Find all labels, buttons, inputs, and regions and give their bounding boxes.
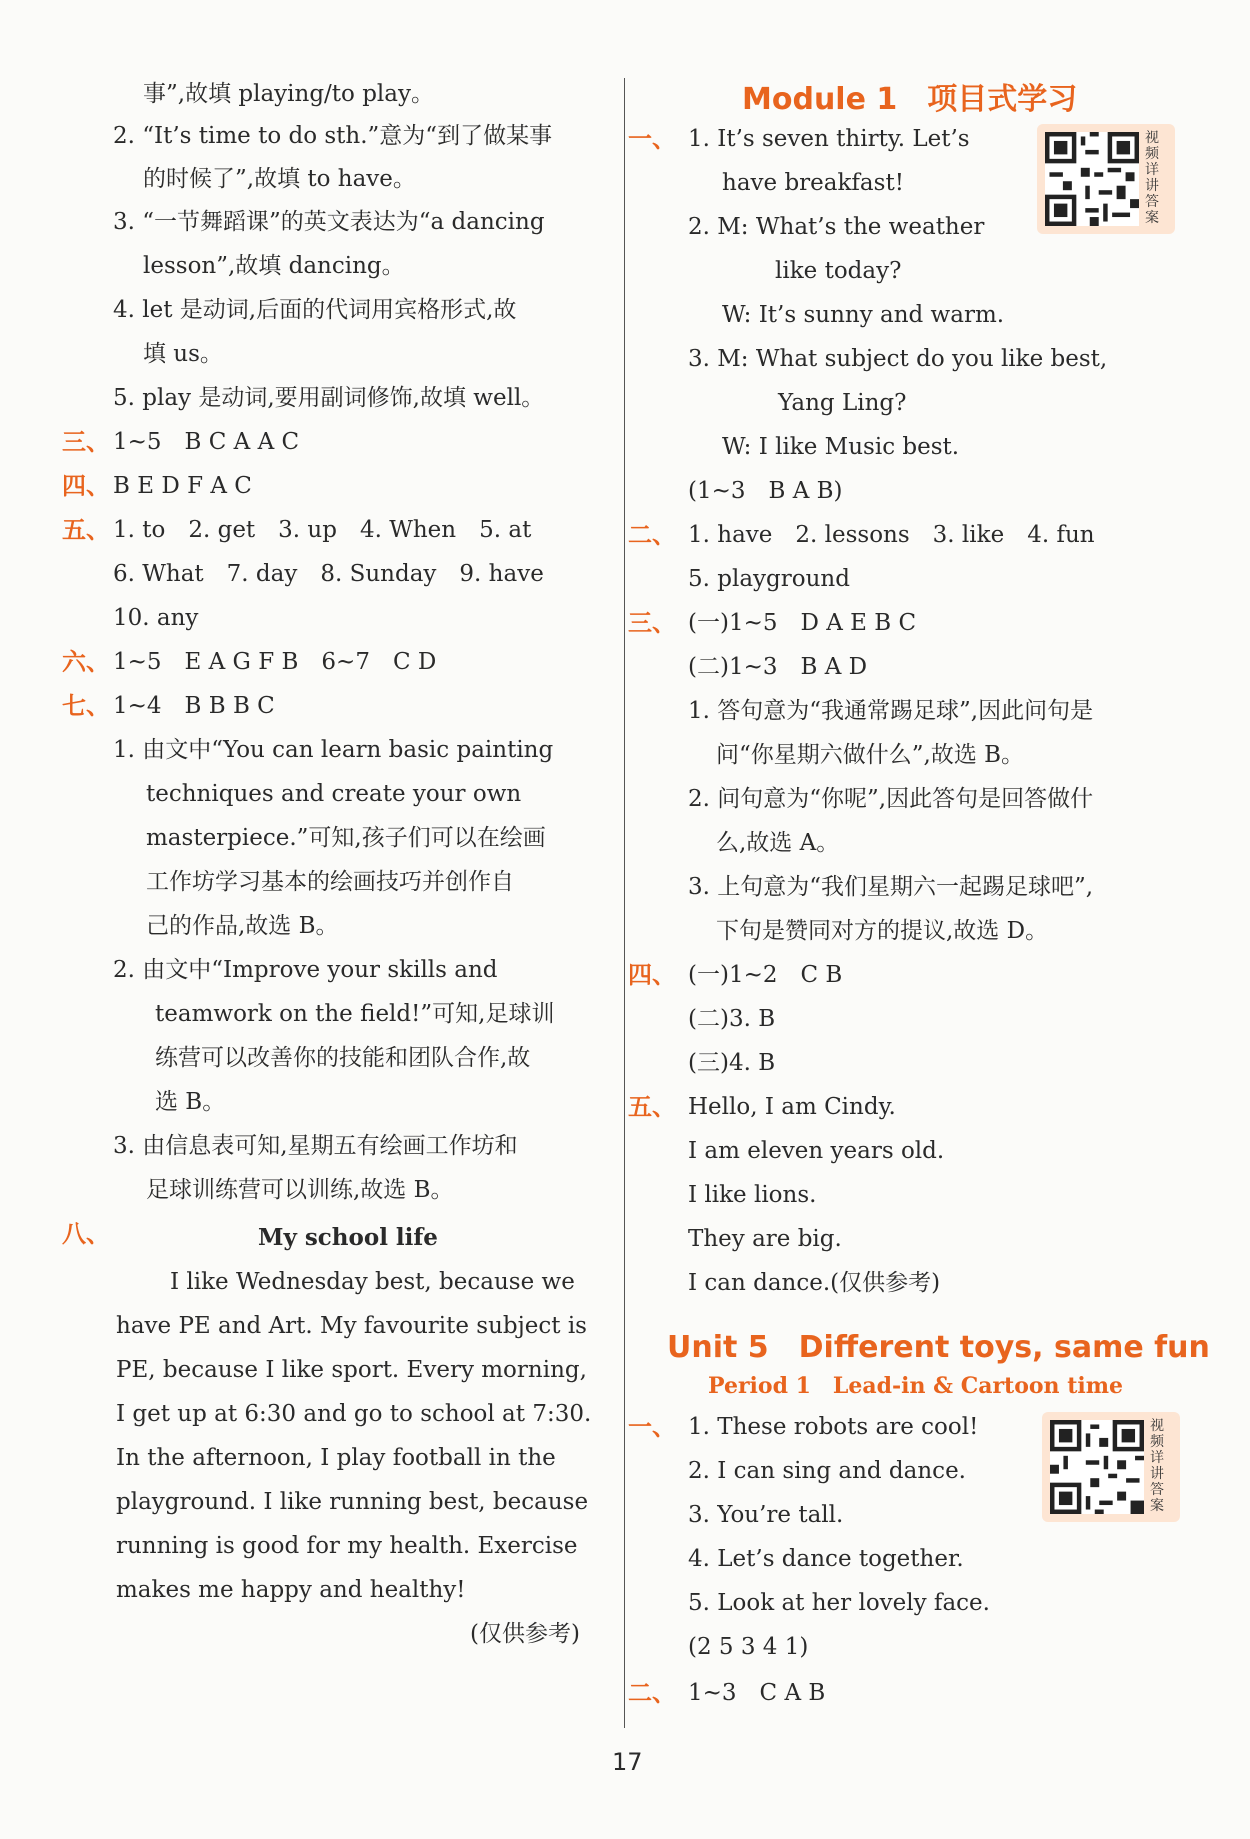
section-number: 五、 xyxy=(628,1093,676,1121)
answer-line: 1~5 B C A A C xyxy=(113,429,300,455)
essay-line: makes me happy and healthy! xyxy=(116,1577,466,1603)
module-title: Module 1 项目式学习 xyxy=(742,82,1078,117)
answer-line: 1. have 2. lessons 3. like 4. fun xyxy=(688,522,1095,548)
answer-line: 选 B。 xyxy=(155,1089,226,1115)
unit-title: Unit 5 Different toys, same fun xyxy=(667,1330,1210,1365)
answer-line: 3. 上句意为“我们星期六一起踢足球吧”, xyxy=(688,874,1094,900)
answer-line: 1~5 E A G F B 6~7 C D xyxy=(113,649,437,675)
answer-line: 1. These robots are cool! xyxy=(688,1414,979,1440)
essay-line: In the afternoon, I play football in the xyxy=(116,1445,556,1471)
essay-line: I get up at 6:30 and go to school at 7:30. xyxy=(116,1401,592,1427)
period-title: Period 1 Lead-in & Cartoon time xyxy=(708,1373,1124,1399)
qr-code-panel[interactable] xyxy=(1042,1412,1180,1522)
section-number: 二、 xyxy=(628,1679,676,1707)
answer-line: 3. 由信息表可知,星期五有绘画工作坊和 xyxy=(113,1133,518,1159)
answer-line: masterpiece.”可知,孩子们可以在绘画 xyxy=(146,825,546,851)
answer-line: (一)1~2 C B xyxy=(688,962,843,988)
answer-line: like today? xyxy=(775,258,902,284)
qr-code-panel[interactable] xyxy=(1037,124,1175,234)
qr-code-icon xyxy=(1050,1420,1144,1514)
section-number: 一、 xyxy=(628,125,676,153)
answer-line: 2. 问句意为“你呢”,因此答句是回答做什 xyxy=(688,786,1094,812)
section-number: 四、 xyxy=(62,472,110,500)
answer-line: 2. I can sing and dance. xyxy=(688,1458,966,1484)
qr-caption: 视频详讲答案 xyxy=(1150,1418,1164,1514)
column-divider xyxy=(624,78,625,1728)
answer-line: 问“你星期六做什么”,故选 B。 xyxy=(716,742,1025,768)
answer-line: I am eleven years old. xyxy=(688,1138,945,1164)
essay-line: have PE and Art. My favourite subject is xyxy=(116,1313,587,1339)
essay-line: PE, because I like sport. Every morning, xyxy=(116,1357,587,1383)
answer-line: (1~3 B A B) xyxy=(688,478,843,504)
section-number: 三、 xyxy=(628,609,676,637)
answer-line: 1. 由文中“You can learn basic painting xyxy=(113,737,554,763)
answer-line: Hello, I am Cindy. xyxy=(688,1094,896,1120)
answer-line: 4. let 是动词,后面的代词用宾格形式,故 xyxy=(113,297,517,323)
answer-line: (二)1~3 B A D xyxy=(688,654,868,680)
answer-line: 事”,故填 playing/to play。 xyxy=(143,81,434,107)
answer-line: 5. Look at her lovely face. xyxy=(688,1590,990,1616)
answer-line: 么,故选 A。 xyxy=(716,830,840,856)
section-number: 一、 xyxy=(628,1413,676,1441)
essay-line: running is good for my health. Exercise xyxy=(116,1533,578,1559)
section-number: 六、 xyxy=(62,648,110,676)
section-number: 三、 xyxy=(62,428,110,456)
answer-line: 工作坊学习基本的绘画技巧并创作自 xyxy=(146,869,514,895)
answer-line: 6. What 7. day 8. Sunday 9. have xyxy=(113,561,544,587)
answer-line: W: I like Music best. xyxy=(722,434,960,460)
answer-line: 1. 答句意为“我通常踢足球”,因此问句是 xyxy=(688,698,1094,724)
answer-line: 2. “It’s time to do sth.”意为“到了做某事 xyxy=(113,123,553,149)
page-number: 17 xyxy=(612,1748,643,1776)
qr-code-icon xyxy=(1045,132,1139,226)
answer-line: 3. M: What subject do you like best, xyxy=(688,346,1108,372)
answer-line: 2. 由文中“Improve your skills and xyxy=(113,957,498,983)
qr-caption: 视频详讲答案 xyxy=(1145,130,1159,226)
answer-line: 5. playground xyxy=(688,566,850,592)
answer-line: 足球训练营可以训练,故选 B。 xyxy=(146,1177,454,1203)
answer-line: lesson”,故填 dancing。 xyxy=(143,253,405,279)
answer-line: 2. M: What’s the weather xyxy=(688,214,985,240)
section-number: 二、 xyxy=(628,521,676,549)
answer-line: I like lions. xyxy=(688,1182,817,1208)
answer-line: 3. “一节舞蹈课”的英文表达为“a dancing xyxy=(113,209,545,235)
answer-line: 的时候了”,故填 to have。 xyxy=(143,166,416,192)
reference-note: (仅供参考) xyxy=(470,1621,580,1647)
section-number: 五、 xyxy=(62,516,110,544)
answer-line: They are big. xyxy=(688,1226,842,1252)
essay-line: playground. I like running best, because xyxy=(116,1489,589,1515)
answer-line: techniques and create your own xyxy=(146,781,522,807)
answer-line: Yang Ling? xyxy=(778,390,907,416)
answer-line: (2 5 3 4 1) xyxy=(688,1634,809,1660)
answer-line: 填 us。 xyxy=(143,341,223,367)
answer-line: (一)1~5 D A E B C xyxy=(688,610,917,636)
answer-line: (三)4. B xyxy=(688,1050,776,1076)
section-number: 八、 xyxy=(62,1220,110,1248)
essay-line: I like Wednesday best, because we xyxy=(170,1269,575,1295)
answer-line: 练营可以改善你的技能和团队合作,故 xyxy=(155,1045,531,1071)
answer-line: (二)3. B xyxy=(688,1006,776,1032)
answer-line: 1. It’s seven thirty. Let’s xyxy=(688,126,970,152)
answer-line: 1~3 C A B xyxy=(688,1680,826,1706)
answer-line: 己的作品,故选 B。 xyxy=(146,913,339,939)
answer-line: 1. to 2. get 3. up 4. When 5. at xyxy=(113,517,532,543)
section-number: 四、 xyxy=(628,961,676,989)
answer-line: B E D F A C xyxy=(113,473,252,499)
answer-line: teamwork on the field!”可知,足球训 xyxy=(155,1001,555,1027)
answer-line: I can dance.(仅供参考) xyxy=(688,1270,941,1296)
answer-line: 下句是赞同对方的提议,故选 D。 xyxy=(716,918,1049,944)
answer-line: 4. Let’s dance together. xyxy=(688,1546,964,1572)
answer-line: have breakfast! xyxy=(722,170,904,196)
essay-title: My school life xyxy=(258,1224,438,1251)
answer-line: 10. any xyxy=(113,605,199,631)
answer-line: 3. You’re tall. xyxy=(688,1502,844,1528)
answer-line: 5. play 是动词,要用副词修饰,故填 well。 xyxy=(113,385,545,411)
answer-line: W: It’s sunny and warm. xyxy=(722,302,1005,328)
answer-line: 1~4 B B B C xyxy=(113,693,275,719)
section-number: 七、 xyxy=(62,692,110,720)
